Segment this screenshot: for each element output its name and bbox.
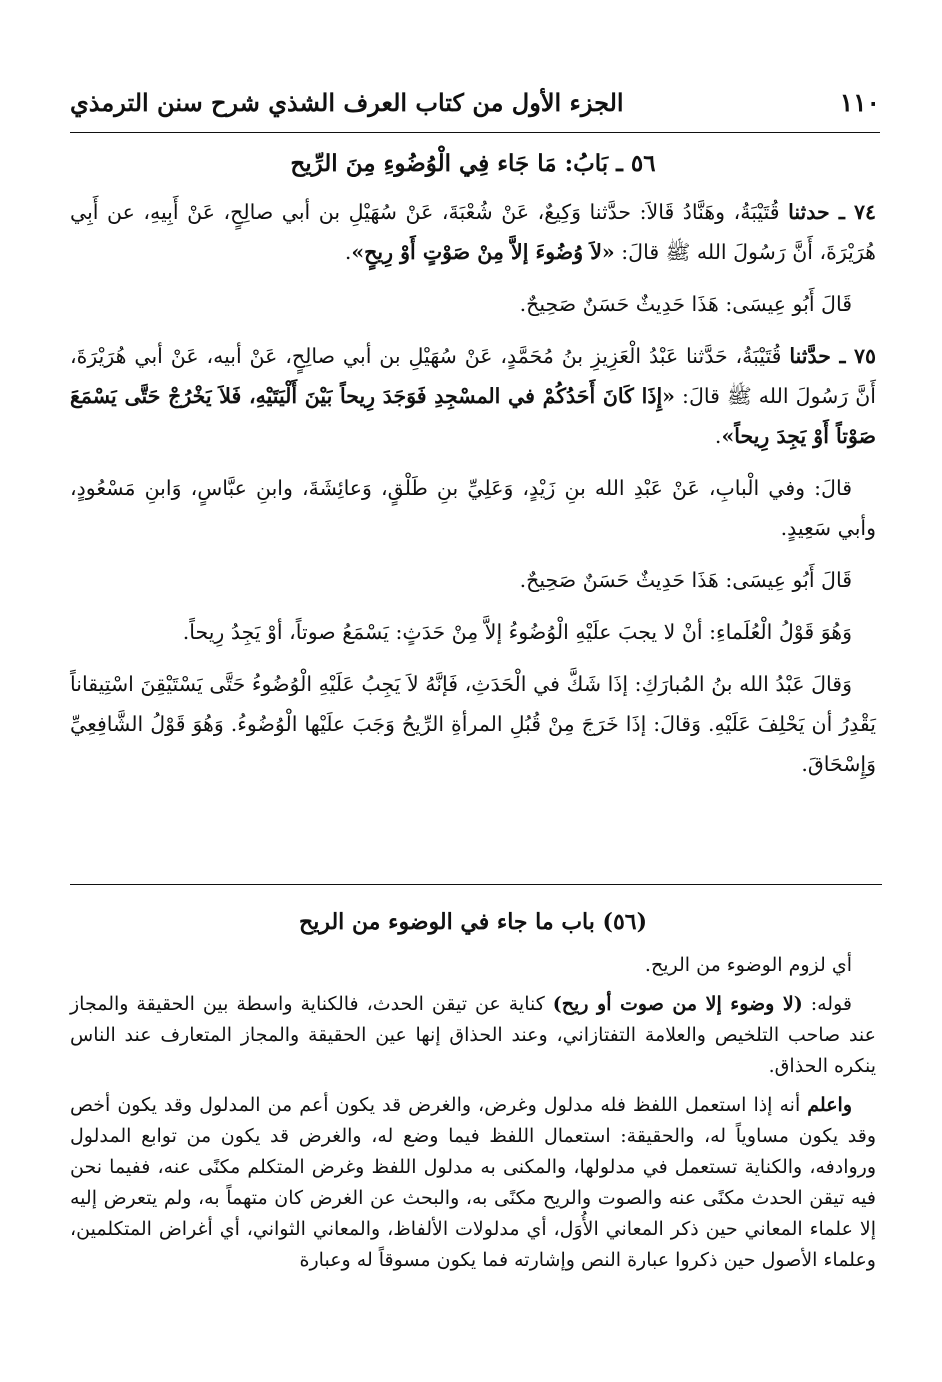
commentary-p3-text: أنه إذا استعمل اللفظ فله مدلول وغرض، والغرض قد يكون أعم من المدلول وقد يكون أخص وقد يكون مساوياً له، والحقيقة: استعمال اللفظ فيما وضع له، والغرض قد يكون من توابع المدلول وروادفه، والكناية تستعمل في مدلولها، والمكنى به مدلول اللفظ وغرض المتكلم مكنًى عنه، ففيما نحن فيه تيقن الحدث مكنًى عنه والصوت والريح مكنًى به، والبحث عن الغرض كان متهماً به، ولم يتعرض إليه إلا علماء المعاني حين ذكر المعاني الأُوَل، أي مدلولات الألفاظ، والمعاني الثواني، أي أغراض المتكلمين، وعلماء الأصول حين ذكروا عبارة النص وإشارته فما يكون مسوقاً له وعبارة (70, 1094, 876, 1271)
commentary-p2-lead: قوله: (802, 993, 852, 1015)
hadith-74-end: . (344, 240, 352, 264)
hadith-75-matn: «إِذَا كَانَ أَحَدُكُمْ في المسْجِدِ فَوَجَدَ رِيحاً بَيْنَ أَلْيَتَيْهِ، فَلاَ يَخْرُجْ حَتَّى يَسْمَعَ صَوْتاً أَوْ يَجِدَ رِيحاً» (70, 384, 876, 448)
commentary-divider (70, 884, 882, 885)
hadith-74-matn: «لاَ وُضُوءَ إلاَّ مِنْ صَوْتٍ أَوْ رِيحٍ» (351, 240, 615, 264)
grading-2: قَالَ أَبُو عِيسَى: هَذَا حَدِيثٌ حَسَنٌ صَحِيحٌ. (519, 568, 852, 592)
grading-1: قَالَ أَبُو عِيسَى: هَذَا حَدِيثٌ حَسَنٌ صَحِيحٌ. (519, 292, 852, 316)
commentary-p3-lead: واعلم (807, 1094, 852, 1116)
hadith-74-isnad: قُتَيْبَةُ، وهَنَّادُ قَالاَ: حدَّثنا وَكِيعٌ، عَنْ شُعْبَةَ، عَنْ سُهَيْلِ بن أبي صالِحٍ، عَنْ أَبِيهِ، عن أَبِي هُرَيْرَةَ، أَنَّ رَسُولَ الله ﷺ قالَ: (70, 200, 876, 264)
ibn-mubarak-statement: وَقالَ عَبْدُ الله بنُ المُبارَكِ: إذَا شَكَّ في الْحَدَثِ، فَإنَّهُ لاَ يَجِبُ عَلَيْهِ الْوُضُوءُ حَتَّى يَسْتَيْقِنَ اسْتِيقاناً يَقْدِرُ أن يَحْلِفَ عَلَيْهِ. وَقالَ: إذَا خَرَجَ مِنْ قُبُلِ المرأةِ الرِّيحُ وَجَبَ علَيْها الْوُضُوءُ. وَهُوَ قَوْلُ الشَّافِعِيِّ وَإِسْحَاقَ. (70, 672, 876, 776)
hadith-75-end: . (714, 424, 722, 448)
commentary-p2-quote: (لا وضوء إلا من صوت أو ريح) (552, 993, 803, 1015)
page-header (70, 80, 880, 124)
page-number: ١١٠ (839, 87, 880, 117)
hadith-75-isnad: قُتَيْبَةُ، حَدَّثنا عَبْدُ الْعَزِيزِ بنُ مُحَمَّدٍ، عَنْ سُهَيْلِ بن أبي صالِحٍ، عَنْ أبيه، عَنْ أبي هُرَيْرَةَ، أَنَّ رَسُولَ الله ﷺ قالَ: (70, 344, 876, 408)
bab-note: قالَ: وفي الْبابِ، عَنْ عَبْدِ الله بنِ زَيْدٍ، وَعَلِيِّ بنِ طَلْقٍ، وَعائِشَةَ، وابنِ عبَّاسٍ، وَابنِ مَسْعُودٍ، وأبي سَعِيدٍ. (70, 476, 876, 540)
commentary-title: (٥٦) باب ما جاء في الوضوء من الريح (299, 909, 647, 935)
hadith-75 (70, 336, 876, 456)
commentary-p1: أي لزوم الوضوء من الريح. (644, 954, 852, 976)
scholars-view: وَهُوَ قَوْلُ الْعُلَماءِ: أنْ لا يجبَ علَيْهِ الْوُضُوءُ إلاَّ مِنْ حَدَثٍ: يَسْمَعُ صوتاً، أوْ يَجِدُ رِيحاً. (182, 620, 852, 644)
hadith-74-lead: ٧٤ ـ حدثنا (788, 200, 877, 224)
commentary-p2-text: كناية عن تيقن الحدث، فالكناية واسطة بين الحقيقة والمجاز عند صاحب التلخيص والعلامة التفتازاني، وعند الحذاق إنها عين الحقيقة والمجاز المتعارف عند الناس ينكره الحذاق. (70, 993, 876, 1077)
hadith-74 (70, 192, 876, 272)
header-rule (70, 132, 880, 133)
commentary-p2 (70, 989, 876, 1082)
running-title: الجزء الأول من كتاب العرف الشذي شرح سنن الترمذي (70, 87, 624, 117)
hadith-75-lead: ٧٥ ـ حدَّثنا (789, 344, 876, 368)
main-text (70, 142, 876, 796)
commentary-section (70, 898, 876, 1284)
commentary-p3 (70, 1090, 876, 1276)
chapter-title: ٥٦ ـ بَابُ: مَا جَاء فِي الْوُضُوءِ مِنَ الرِّيح (290, 150, 656, 177)
